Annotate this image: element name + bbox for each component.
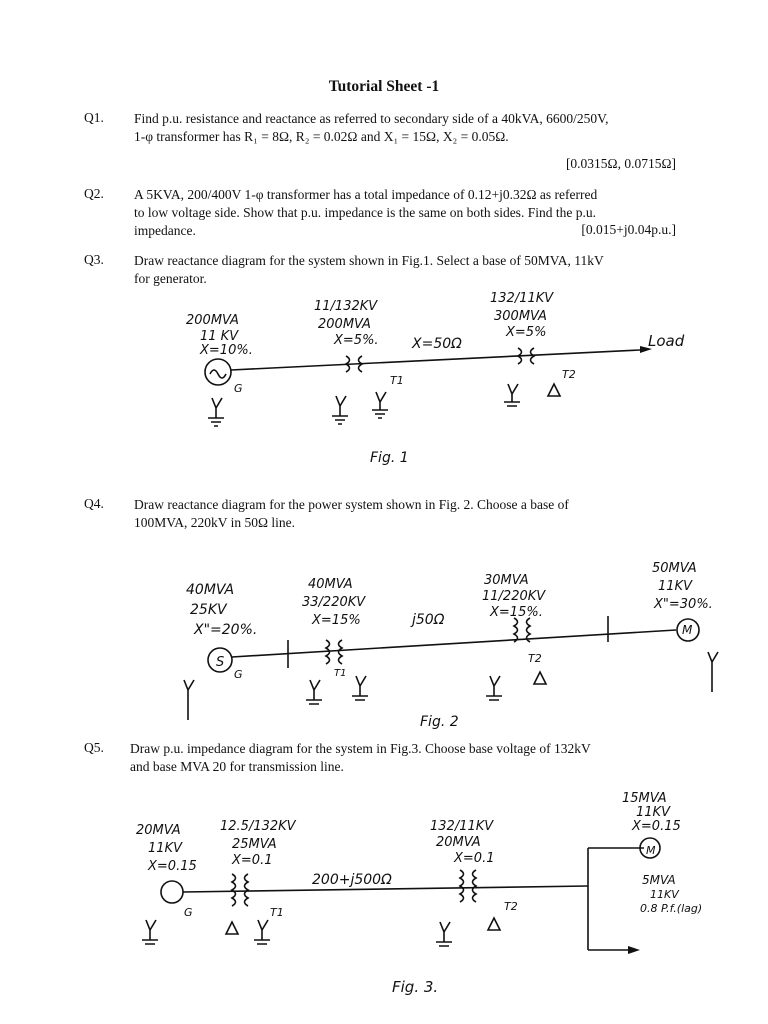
question-line: impedance. (134, 223, 196, 238)
question-line: to low voltage side. Show that p.u. impedance is the same on both sides. Find the p.u. (134, 205, 596, 220)
question-line: Draw p.u. impedance diagram for the system in Fig.3. Choose base voltage of 132kV (130, 741, 591, 756)
fig2-line-impedance: j50Ω (412, 612, 445, 628)
t1-transformer-symbol (232, 874, 248, 906)
question-line: 100MVA, 220kV in 50Ω line. (134, 515, 296, 530)
fig3-line-impedance: 200+j500Ω (312, 872, 392, 888)
fig3-t2-ratio: 132/11KV (430, 819, 494, 834)
fig2-gen-symbol-letter: S (216, 655, 225, 670)
fig2-motor-voltage: 11KV (658, 579, 692, 594)
t1-delta-icon (226, 922, 238, 934)
question-line: Draw reactance diagram for the power system shown in Fig. 2. Choose a base of (134, 497, 569, 512)
fig2-t1-label: T1 (334, 668, 347, 679)
fig2-t1-rating: 40MVA (308, 577, 353, 592)
fig1-load-label: Load (648, 332, 685, 350)
fig1-t1-reactance: X=5%. (334, 333, 379, 348)
fig3-caption: Fig. 3. (392, 978, 439, 996)
fig3-t2-rating: 20MVA (436, 835, 481, 850)
fig3-gen-reactance: X=0.15 (148, 859, 197, 874)
fig1-gen-reactance: X=10%. (200, 343, 253, 358)
fig1-t1-label: T1 (390, 374, 404, 387)
fig1-gen-label: G (234, 382, 243, 395)
fig3-t1-reactance: X=0.1 (232, 853, 273, 868)
question-line: Draw reactance diagram for the system shown in Fig.1. Select a base of 50MVA, 11kV (134, 253, 604, 268)
fig1-t2-label: T2 (562, 368, 576, 381)
fig1-line-reactance: X=50Ω (412, 336, 462, 352)
answer: [0.0315Ω, 0.0715Ω] (565, 156, 676, 171)
fig3-t1-ratio: 12.5/132KV (220, 819, 296, 834)
fig1-t2-reactance: X=5% (506, 325, 547, 340)
fig3-t1-rating: 25MVA (232, 837, 277, 852)
fig3-load-rating: 5MVA (642, 873, 676, 887)
question-line: for generator. (134, 271, 207, 286)
fig1-t1-ratio: 11/132KV (314, 299, 378, 314)
fig2-caption: Fig. 2 (420, 714, 459, 730)
fig3-gen-voltage: 11KV (148, 841, 182, 856)
fig3-load-voltage: 11KV (650, 888, 679, 901)
t2-star-ground-icon (436, 922, 452, 946)
fig1-gen-rating: 200MVA (186, 313, 239, 328)
fig2-gen-voltage: 25KV (190, 602, 227, 618)
fig1-t2-rating: 300MVA (494, 309, 547, 324)
t1-star-ground-icon (254, 920, 270, 944)
fig2-gen-reactance: X"=20%. (194, 622, 258, 638)
fig1-caption: Fig. 1 (370, 450, 409, 466)
question-number: Q3. (84, 252, 104, 267)
fig2-t1-reactance: X=15% (312, 613, 361, 628)
fig2-t2-ratio: 11/220KV (482, 589, 546, 604)
question-number: Q5. (84, 740, 104, 755)
fig2-t1-ratio: 33/220KV (302, 595, 366, 610)
question-number: Q1. (84, 110, 104, 125)
fig3-gen-rating: 20MVA (136, 823, 181, 838)
fig3-motor-rating: 15MVA (622, 791, 667, 806)
fig3-drawing (142, 838, 660, 954)
fig3-labels (136, 791, 702, 996)
question-line: A 5KVA, 200/400V 1-φ transformer has a total impedance of 0.12+j0.32Ω as referred (134, 187, 598, 202)
fig2-t2-rating: 30MVA (484, 573, 529, 588)
generator-symbol (161, 881, 183, 903)
fig2-t2-label: T2 (528, 652, 542, 665)
fig3-t2-label: T2 (504, 900, 518, 913)
question-line: Find p.u. resistance and reactance as referred to secondary side of a 40kVA, 6600/250V, (134, 111, 609, 126)
fig1-gen-voltage: 11 KV (200, 329, 239, 344)
question-line: and base MVA 20 for transmission line. (130, 759, 344, 774)
fig3-motor-symbol-letter: M (646, 844, 656, 857)
question-number: Q2. (84, 186, 104, 201)
question-line: 1-φ transformer has R₁ = 8Ω, R₂ = 0.02Ω and X₁ = 15Ω, X₂ = 0.05Ω. (134, 129, 509, 144)
fig2-motor-rating: 50MVA (652, 561, 697, 576)
fig2-t2-reactance: X=15%. (490, 605, 543, 620)
fig3-gen-label: G (184, 906, 193, 919)
page-title: Tutorial Sheet -1 (328, 78, 440, 95)
fig2-motor-symbol-letter: M (682, 623, 693, 637)
gen-ground-icon (142, 920, 158, 944)
fig3-t2-reactance: X=0.1 (454, 851, 495, 866)
fig2-motor-reactance: X"=30%. (654, 597, 713, 612)
answer: [0.015+j0.04p.u.] (581, 222, 676, 237)
load-arrow-icon (628, 946, 640, 954)
fig3-load-pf: 0.8 P.f.(lag) (640, 902, 703, 915)
fig3-motor-reactance: X=0.15 (632, 819, 681, 834)
t2-transformer-symbol (460, 870, 476, 902)
fig1-t2-ratio: 132/11KV (490, 291, 554, 306)
fig3-t1-label: T1 (270, 906, 284, 919)
fig3-motor-voltage: 11KV (636, 805, 670, 820)
fig1-t1-rating: 200MVA (318, 317, 371, 332)
t2-delta-icon (488, 918, 500, 930)
question-number: Q4. (84, 496, 104, 511)
fig2-gen-rating: 40MVA (186, 582, 235, 598)
fig2-gen-label: G (234, 668, 243, 681)
fig3-bus-feeder (588, 848, 644, 950)
